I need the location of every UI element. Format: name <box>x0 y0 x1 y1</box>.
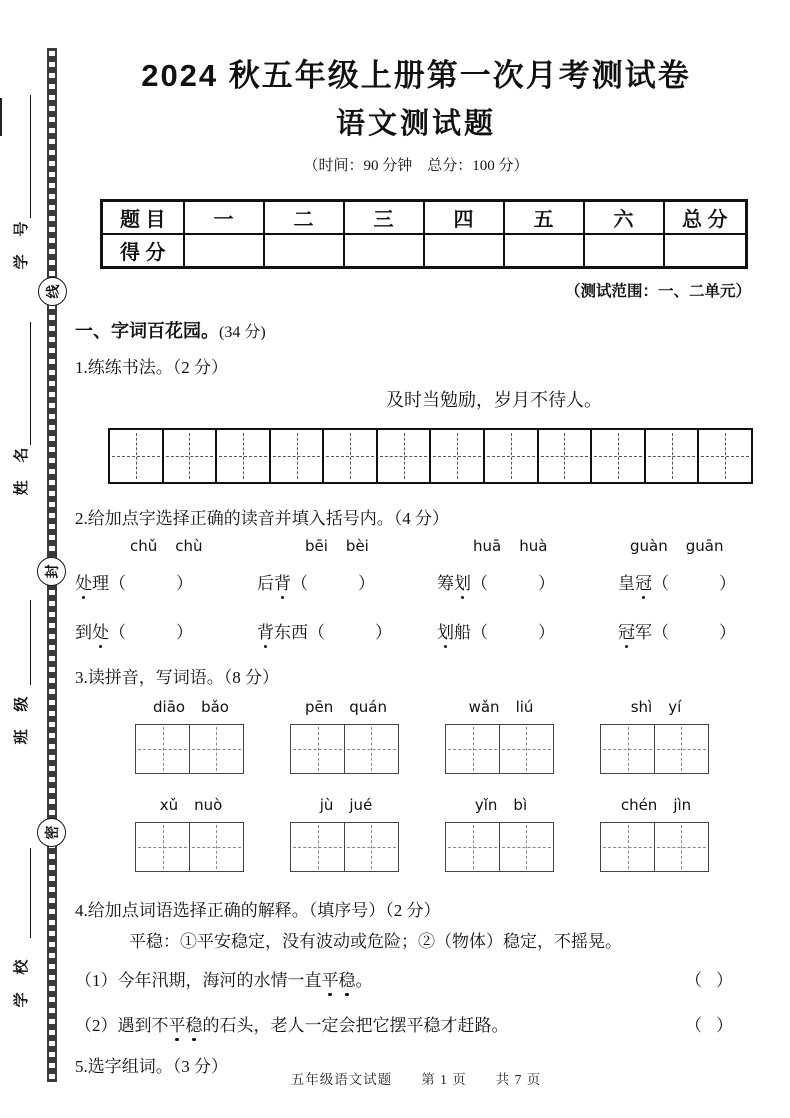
pinyin-option: huà <box>519 537 548 555</box>
answer-bracket-open: （ <box>308 623 325 642</box>
q3-pinyin <box>290 698 402 716</box>
pinyin-syllable: jìn <box>673 796 692 814</box>
calligraphy-cell <box>699 430 751 482</box>
emphasized-char: 平 <box>169 1011 186 1036</box>
calligraphy-grid <box>108 428 753 484</box>
calligraphy-cell <box>646 430 700 482</box>
pinyin-syllable: xǔ <box>159 796 179 814</box>
emphasized-char: 划 <box>454 569 471 594</box>
writing-cell <box>600 822 655 872</box>
q5-label: 5.选字组词。（3 分） <box>75 1057 228 1076</box>
student-id-blank-line <box>30 95 31 218</box>
q4-item <box>75 966 757 991</box>
q2-word-row <box>618 618 736 643</box>
q3-word-group <box>135 796 247 872</box>
pinyin-syllable: jué <box>349 796 373 814</box>
answer-bracket-close: ） <box>538 574 555 593</box>
emphasized-char: 划 <box>437 618 454 643</box>
calligraphy-cell <box>539 430 593 482</box>
score-empty-cell <box>184 234 264 268</box>
writing-cell <box>189 822 244 872</box>
q2-word-row <box>75 618 203 643</box>
emphasized-char: 冠 <box>635 569 652 594</box>
emphasized-char: 背 <box>274 569 291 594</box>
school-blank-line <box>30 848 31 938</box>
answer-bracket-open: （ <box>652 623 669 642</box>
answer-bracket-close: ） <box>358 574 375 593</box>
writing-cell <box>654 822 709 872</box>
answer-bracket-close: ） <box>716 971 733 990</box>
exam-meta: （时间：90 分钟 总分：100 分） <box>303 158 529 174</box>
pinyin-option: guàn <box>630 537 668 555</box>
page-footer: 五年级语文试题 第 1 页 共 7 页 <box>290 1072 542 1087</box>
q3-word-group <box>445 796 557 872</box>
score-table-header-cell: 五 <box>504 201 584 235</box>
score-empty-cell <box>264 234 344 268</box>
writing-cell <box>499 822 554 872</box>
writing-cell <box>600 724 655 774</box>
calligraphy-cell <box>217 430 271 482</box>
writing-boxes <box>135 822 247 872</box>
pinyin-syllable: chén <box>620 796 658 814</box>
pinyin-syllable: pēn <box>305 698 334 716</box>
q2-column <box>437 537 555 643</box>
calligraphy-cell <box>164 430 218 482</box>
q4-item <box>75 1011 757 1036</box>
seal-stamp-feng: 封 <box>37 557 66 586</box>
q2-word-row <box>618 569 736 594</box>
seal-stamp-line: 线 <box>38 277 67 306</box>
writing-boxes <box>445 822 557 872</box>
text-segment: 。 <box>355 971 373 990</box>
pinyin-option: guān <box>685 537 724 555</box>
score-table-header-cell: 四 <box>424 201 504 235</box>
q2-word-row <box>75 569 203 594</box>
pinyin-syllable: wǎn <box>468 698 500 716</box>
pinyin-option: chù <box>175 537 203 555</box>
writing-cell <box>344 724 399 774</box>
writing-cell <box>135 822 190 872</box>
q3-word-group <box>600 796 712 872</box>
pinyin-syllable: yǐn <box>474 796 498 814</box>
answer-bracket <box>685 966 733 991</box>
writing-boxes <box>445 724 557 774</box>
class-blank-line <box>30 600 31 685</box>
test-scope-note: （测试范围：一、二单元） <box>564 283 751 300</box>
pinyin-syllable: yí <box>668 698 682 716</box>
exam-content <box>75 0 757 1077</box>
answer-bracket-close: ） <box>176 574 193 593</box>
text-segment: 东西 <box>274 623 308 642</box>
q2-answer-area <box>75 537 757 653</box>
score-empty-cell <box>424 234 504 268</box>
score-empty-cell <box>584 234 664 268</box>
calligraphy-cell <box>324 430 378 482</box>
answer-bracket-close: ） <box>719 623 736 642</box>
q3-pinyin <box>135 698 247 716</box>
answer-bracket-close: ） <box>176 623 193 642</box>
pinyin-syllable: jù <box>319 796 334 814</box>
seal-stamp-mi: 密 <box>37 818 66 847</box>
answer-bracket-open: （ <box>652 574 669 593</box>
answer-bracket-close: ） <box>538 623 555 642</box>
q2-column <box>75 537 203 643</box>
pinyin-option: chǔ <box>130 537 158 555</box>
q3-word-group <box>600 698 712 774</box>
score-table-header-cell: 一 <box>184 201 264 235</box>
answer-bracket-open: （ <box>109 623 126 642</box>
school-label: 学 校 <box>14 952 30 1008</box>
writing-boxes <box>600 724 712 774</box>
score-table-header-cell: 总 分 <box>664 201 747 235</box>
score-empty-cell <box>664 234 747 268</box>
writing-boxes <box>290 822 402 872</box>
emphasized-char: 冠 <box>618 618 635 643</box>
q2-pinyin-options <box>437 537 555 555</box>
student-id-label: 学 号 <box>14 214 30 270</box>
answer-bracket-open: （ <box>471 623 488 642</box>
text-segment: 到 <box>75 623 92 642</box>
name-blank-line <box>30 322 31 445</box>
calligraphy-cell <box>431 430 485 482</box>
writing-cell <box>499 724 554 774</box>
q2-word-row <box>437 569 555 594</box>
text-segment: （1）今年汛期，海河的水情一直 <box>75 971 322 990</box>
writing-boxes <box>135 724 247 774</box>
pinyin-option: bēi <box>305 537 328 555</box>
section1-heading-text: 一、字词百花园。 <box>75 321 219 341</box>
class-label: 班 级 <box>14 689 30 745</box>
q3-answer-area <box>75 698 757 884</box>
q3-row <box>75 698 757 786</box>
text-segment: 理 <box>92 574 109 593</box>
score-table-header-cell: 二 <box>264 201 344 235</box>
calligraphy-cell <box>271 430 325 482</box>
score-table-header-row <box>102 201 747 235</box>
answer-bracket-open: （ <box>109 574 126 593</box>
writing-cell <box>189 724 244 774</box>
exam-title: 2024 秋五年级上册第一次月考测试卷 <box>141 58 691 93</box>
calligraphy-cell <box>592 430 646 482</box>
writing-boxes <box>600 822 712 872</box>
text-segment: 军 <box>635 623 652 642</box>
writing-cell <box>290 724 345 774</box>
pinyin-syllable: liú <box>515 698 534 716</box>
q2-pinyin-options <box>257 537 392 555</box>
q4-definition: 平稳：①平安稳定，没有波动或危险；②（物体）稳定，不摇晃。 <box>129 932 622 951</box>
q2-word-row <box>257 618 392 643</box>
q4-label: 4.给加点词语选择正确的解释。（填序号）（2 分） <box>75 901 441 920</box>
q2-pinyin-options <box>618 537 736 555</box>
pinyin-syllable: bì <box>513 796 528 814</box>
pinyin-syllable: nuò <box>194 796 223 814</box>
pinyin-syllable: shì <box>630 698 653 716</box>
pinyin-syllable: bǎo <box>201 698 229 716</box>
emphasized-char: 平 <box>322 966 339 991</box>
score-row-label: 得 分 <box>102 234 184 268</box>
q2-column <box>618 537 736 643</box>
crop-mark <box>0 98 2 136</box>
writing-cell <box>445 724 500 774</box>
score-empty-cell <box>504 234 584 268</box>
answer-bracket-open: （ <box>685 971 702 990</box>
q3-pinyin <box>445 796 557 814</box>
q3-pinyin <box>135 796 247 814</box>
section1-heading <box>75 317 757 343</box>
q3-pinyin <box>600 698 712 716</box>
answer-bracket-open: （ <box>471 574 488 593</box>
pinyin-option: huā <box>473 537 502 555</box>
emphasized-char: 处 <box>75 569 92 594</box>
section1-score: (34 分) <box>219 324 266 341</box>
q2-word-row <box>437 618 555 643</box>
answer-bracket-open: （ <box>291 574 308 593</box>
q1-label: 1.练练书法。（2 分） <box>75 358 228 377</box>
writing-cell <box>344 822 399 872</box>
text-segment: 的石头，老人一定会把它摆平稳才赶路。 <box>202 1016 509 1035</box>
q3-pinyin <box>290 796 402 814</box>
emphasized-char: 稳 <box>186 1011 203 1036</box>
q2-column <box>257 537 392 643</box>
q4-items <box>75 966 757 1036</box>
text-segment: 筹 <box>437 574 454 593</box>
score-table-header-cell: 六 <box>584 201 664 235</box>
q2-word-row <box>257 569 392 594</box>
answer-bracket <box>685 1011 733 1036</box>
text-segment: 船 <box>454 623 471 642</box>
calligraphy-cell <box>485 430 539 482</box>
emphasized-char: 处 <box>92 618 109 643</box>
writing-cell <box>445 822 500 872</box>
text-segment: （2）遇到不 <box>75 1016 169 1035</box>
emphasized-char: 背 <box>257 618 274 643</box>
writing-cell <box>290 822 345 872</box>
writing-cell <box>654 724 709 774</box>
calligraphy-cell <box>378 430 432 482</box>
text-segment: 皇 <box>618 574 635 593</box>
q3-word-group <box>445 698 557 774</box>
exam-subtitle: 语文测试题 <box>335 108 496 140</box>
q2-label: 2.给加点字选择正确的读音并填入括号内。（4 分） <box>75 509 449 528</box>
score-table-score-row <box>102 234 747 268</box>
score-table-header-cell: 三 <box>344 201 424 235</box>
answer-bracket-open: （ <box>685 1016 702 1035</box>
answer-bracket-close: ） <box>716 1016 733 1035</box>
emphasized-char: 稳 <box>339 966 356 991</box>
q1-sentence: 及时当勉励，岁月不待人。 <box>386 390 602 410</box>
q3-word-group <box>290 698 402 774</box>
answer-bracket-close: ） <box>375 623 392 642</box>
q2-pinyin-options <box>75 537 203 555</box>
pinyin-syllable: quán <box>349 698 387 716</box>
q3-row <box>75 796 757 884</box>
text-segment: 后 <box>257 574 274 593</box>
q3-pinyin <box>445 698 557 716</box>
calligraphy-cell <box>110 430 164 482</box>
q3-label: 3.读拼音，写词语。（8 分） <box>75 668 279 687</box>
answer-bracket-close: ） <box>719 574 736 593</box>
score-table-header-cell: 题 目 <box>102 201 184 235</box>
q3-word-group <box>290 796 402 872</box>
writing-boxes <box>290 724 402 774</box>
score-table <box>100 199 748 269</box>
pinyin-syllable: diāo <box>153 698 186 716</box>
name-label: 姓 名 <box>14 440 30 496</box>
writing-cell <box>135 724 190 774</box>
q3-pinyin <box>600 796 712 814</box>
score-empty-cell <box>344 234 424 268</box>
q3-word-group <box>135 698 247 774</box>
pinyin-option: bèi <box>345 537 369 555</box>
